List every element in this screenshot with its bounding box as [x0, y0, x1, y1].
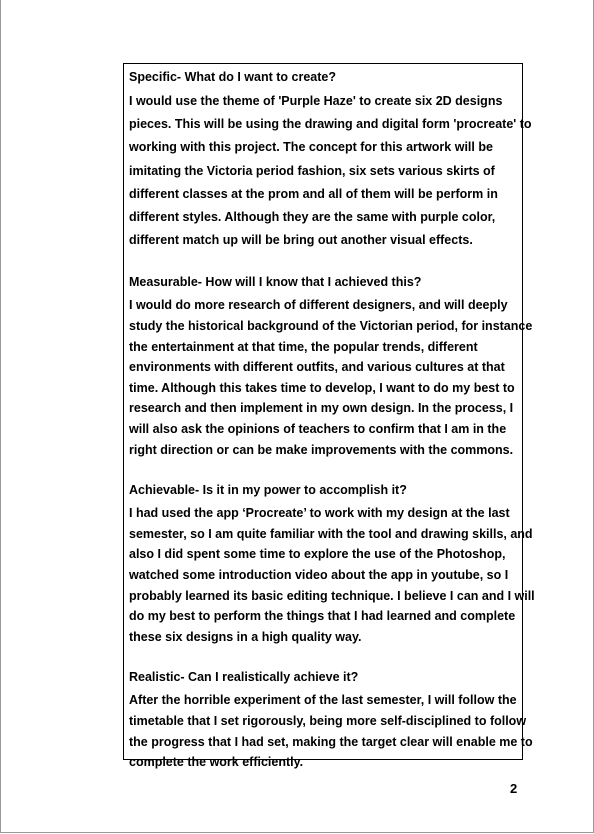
text-line: right direction or can be make improvements with the commons. [129, 442, 514, 457]
section-heading: Measurable- How will I know that I achieved this? [129, 275, 422, 290]
text-line: semester, so I am quite familiar with the tool and drawing skills, and [129, 526, 533, 541]
text-line: will also ask the opinions of teachers to confirm that I am in the [129, 421, 507, 436]
section-body [129, 90, 532, 252]
section-heading: Realistic- Can I realistically achieve it? [129, 670, 359, 685]
text-line: timetable that I set rigorously, being more self-disciplined to follow [129, 713, 527, 728]
section-measurable [129, 274, 533, 460]
text-line: these six designs in a high quality way. [129, 629, 362, 644]
section-specific [129, 69, 532, 252]
text-line: study the historical background of the Victorian period, for instance [129, 319, 533, 334]
page-number: 2 [510, 781, 518, 796]
section-realistic [129, 669, 533, 772]
text-line: the progress that I had set, making the target clear will enable me to [129, 734, 533, 749]
text-line: probably learned its basic editing technique. I believe I can and I will [129, 588, 535, 603]
text-line: watched some introduction video about the app in youtube, so I [129, 567, 509, 582]
section-body [129, 295, 533, 460]
text-line: do my best to perform the things that I had learned and complete [129, 609, 516, 624]
text-line: different classes at the prom and all of them will be perform in [129, 186, 498, 201]
section-heading: Achievable- Is it in my power to accomplish it? [129, 483, 407, 498]
text-line: research and then implement in my own design. In the process, I [129, 401, 514, 416]
section-achievable [129, 482, 535, 647]
text-line: After the horrible experiment of the last semester, I will follow the [129, 693, 517, 708]
section-heading: Specific- What do I want to create? [129, 70, 336, 84]
text-line: I would use the theme of 'Purple Haze' to create six 2D designs [129, 94, 503, 108]
text-line: I would do more research of different designers, and will deeply [129, 298, 508, 313]
text-line: different styles. Although they are the same with purple color, [129, 210, 496, 225]
text-line: working with this project. The concept for this artwork will be [129, 140, 493, 155]
text-line: complete the work efficiently. [129, 755, 304, 770]
text-line: pieces. This will be using the drawing and digital form 'procreate' to [129, 117, 532, 132]
text-line: environments with different outfits, and various cultures at that [129, 360, 505, 375]
section-body [129, 503, 535, 647]
section-body [129, 690, 533, 772]
text-line: imitating the Victoria period fashion, six sets various skirts of [129, 163, 495, 178]
text-line: different match up will be bring out another visual effects. [129, 233, 473, 248]
text-line: I had used the app ‘Procreate’ to work with my design at the last [129, 506, 510, 521]
text-line: time. Although this takes time to develop, I want to do my best to [129, 380, 515, 395]
text-line: the entertainment at that time, the popular trends, different [129, 339, 478, 354]
goals-text-box [123, 63, 535, 770]
text-line: also I did spent some time to explore the use of the Photoshop, [129, 547, 506, 562]
